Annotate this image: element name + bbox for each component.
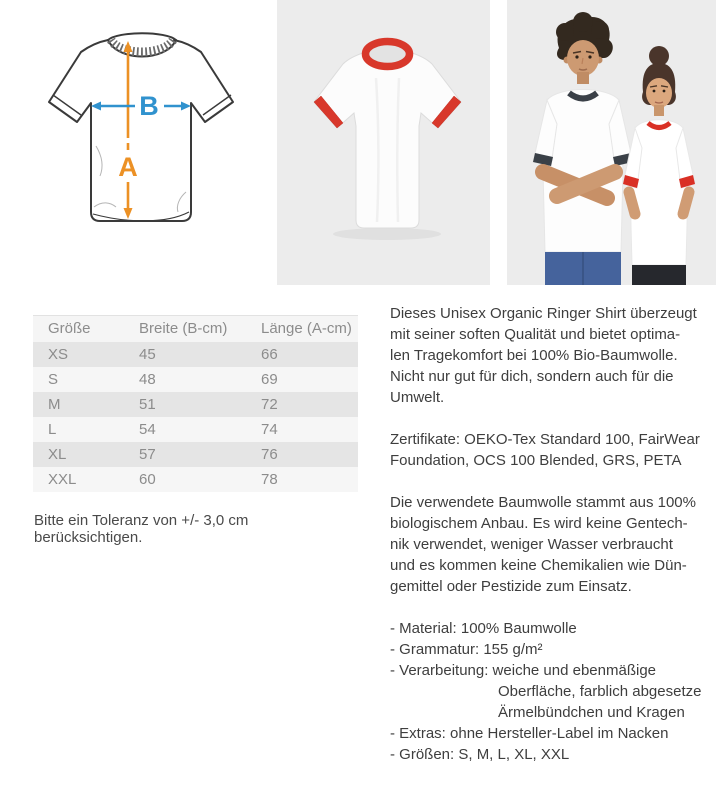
cell-laenge: 74 bbox=[261, 420, 278, 438]
tshirt-outline bbox=[49, 40, 233, 221]
cell-size: XL bbox=[48, 445, 67, 463]
size-table bbox=[33, 315, 358, 492]
cell-laenge: 69 bbox=[261, 370, 278, 388]
cell-size: XXL bbox=[48, 470, 77, 488]
product-details bbox=[0, 305, 720, 765]
label-a: A bbox=[118, 152, 138, 182]
cell-size: S bbox=[48, 370, 59, 388]
header-breite: Breite (B-cm) bbox=[139, 320, 228, 338]
spec-line-grammatur: - Grammatur: 155 g/m² bbox=[390, 641, 543, 658]
table-row bbox=[33, 367, 358, 392]
collar-back-line bbox=[108, 33, 176, 40]
table-row bbox=[33, 392, 358, 417]
female-forearm bbox=[683, 192, 689, 214]
description-line: und es kommen keine Chemikalien wie Dün- bbox=[390, 557, 687, 574]
description-line: mit seiner soften Qualität und bietet optima- bbox=[390, 326, 681, 343]
header-laenge: Länge (A-cm) bbox=[261, 320, 352, 338]
cell-breite: 57 bbox=[139, 445, 156, 463]
product-gallery bbox=[0, 0, 720, 285]
spec-line-verarbeitung-cont: Oberfläche, farblich abgesetze bbox=[498, 683, 702, 700]
description-line: nik verwendet, weniger Wasser verbraucht bbox=[390, 536, 673, 553]
description-line: biologischem Anbau. Es wird keine Gentech- bbox=[390, 515, 688, 532]
size-table-section bbox=[33, 315, 358, 546]
cell-laenge: 72 bbox=[261, 395, 278, 413]
table-row bbox=[33, 417, 358, 442]
tshirt-measurement-diagram bbox=[36, 26, 248, 254]
product-photo bbox=[277, 0, 490, 285]
description-line: Die verwendete Baumwolle stammt aus 100% bbox=[390, 494, 696, 511]
spec-line-groessen: - Größen: S, M, L, XL, XXL bbox=[390, 746, 570, 763]
description-line: Dieses Unisex Organic Ringer Shirt überzeugt bbox=[390, 305, 697, 322]
table-row bbox=[33, 342, 358, 367]
male-neck bbox=[577, 72, 589, 84]
table-row bbox=[33, 442, 358, 467]
cell-breite: 45 bbox=[139, 345, 156, 363]
cell-size: M bbox=[48, 395, 61, 413]
cell-size: L bbox=[48, 420, 57, 438]
cell-breite: 51 bbox=[139, 395, 156, 413]
description-line: len Tragekomfort bei 100% Bio-Baumwolle. bbox=[390, 347, 678, 364]
female-neck bbox=[654, 105, 664, 116]
product-description bbox=[390, 303, 720, 765]
shirt-shadow bbox=[333, 228, 441, 240]
cell-laenge: 76 bbox=[261, 445, 278, 463]
spec-line-verarbeitung: - Verarbeitung: weiche und ebenmäßige bbox=[390, 662, 657, 679]
description-line: Nicht nur gut für dich, sondern auch für die bbox=[390, 368, 674, 385]
spec-line-material: - Material: 100% Baumwolle bbox=[390, 620, 577, 637]
cell-breite: 60 bbox=[139, 470, 156, 488]
size-diagram-image bbox=[0, 0, 277, 285]
description-line: Umwelt. bbox=[390, 389, 445, 406]
table-header-row bbox=[33, 316, 358, 342]
cell-breite: 54 bbox=[139, 420, 156, 438]
description-paragraph-certificates bbox=[390, 429, 720, 471]
description-paragraph-cotton bbox=[390, 492, 720, 597]
models-illustration bbox=[507, 0, 716, 285]
description-paragraph-intro bbox=[390, 303, 720, 408]
description-line: Zertifikate: OEKO-Tex Standard 100, FairWear bbox=[390, 431, 700, 448]
spec-line-verarbeitung-cont: Ärmelbündchen und Kragen bbox=[498, 704, 685, 721]
table-row bbox=[33, 467, 358, 492]
ringer-shirt-front bbox=[277, 0, 490, 285]
label-b: B bbox=[139, 91, 159, 121]
cell-size: XS bbox=[48, 345, 69, 363]
spec-line-extras: - Extras: ohne Hersteller-Label im Nacken bbox=[390, 725, 669, 742]
cell-breite: 48 bbox=[139, 370, 156, 388]
female-forearm bbox=[629, 192, 635, 214]
cell-laenge: 78 bbox=[261, 470, 278, 488]
header-groesse: Größe bbox=[48, 320, 91, 338]
cell-laenge: 66 bbox=[261, 345, 278, 363]
models-photo bbox=[507, 0, 716, 285]
description-spec-list bbox=[390, 618, 720, 765]
description-line: gemittel oder Pestizide zum Einsatz. bbox=[390, 578, 632, 595]
description-line: Foundation, OCS 100 Blended, GRS, PETA bbox=[390, 452, 682, 469]
tolerance-note: Bitte ein Toleranz von +/- 3,0 cm berücksichtigen. bbox=[34, 511, 249, 546]
female-pants bbox=[632, 265, 686, 285]
